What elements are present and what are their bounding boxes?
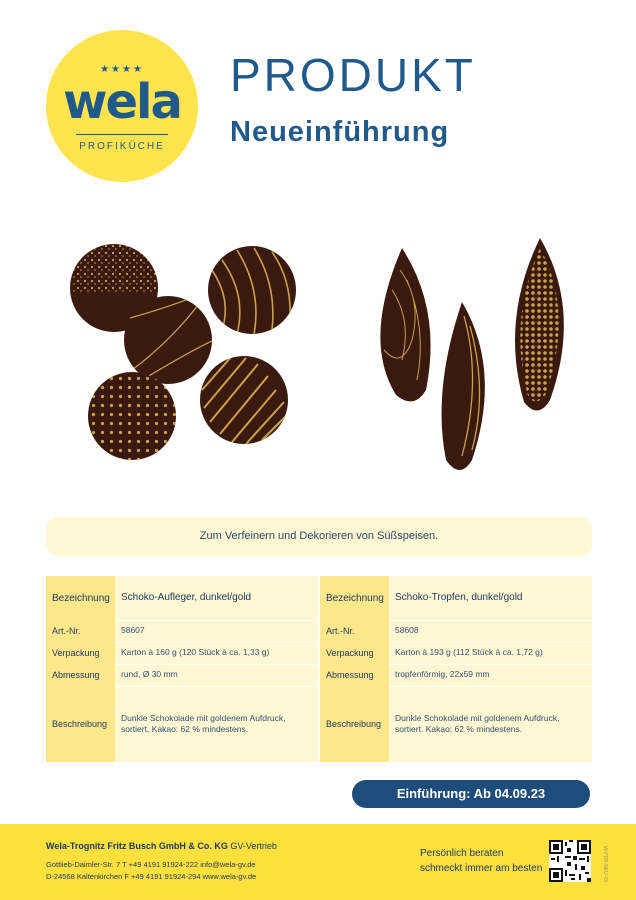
row-label: Bezeichnung <box>46 576 115 620</box>
company-division: GV-Vertrieb <box>230 841 277 851</box>
row-value: Dunkle Schokolade mit goldenem Aufdruck, sortiert. Kakao: 62 % mindestens. <box>395 712 560 734</box>
table-row <box>320 620 592 643</box>
table-row <box>46 686 318 762</box>
chocolate-disc-dots <box>88 372 176 460</box>
qr-code-icon <box>549 840 591 882</box>
footer <box>0 824 636 900</box>
chocolate-disc-curves <box>208 246 296 334</box>
document-code: W-PDB-NEU-09 <box>602 846 608 883</box>
chocolate-drop-pattern <box>380 248 430 401</box>
company-name <box>46 841 277 851</box>
row-value: 58608 <box>395 625 419 636</box>
row-label: Beschreibung <box>46 686 115 762</box>
slogan-line: schmeckt immer am besten <box>420 863 543 874</box>
row-value: rund, Ø 30 mm <box>121 669 178 680</box>
table-row <box>46 576 318 621</box>
chocolate-drop-lines <box>442 302 485 470</box>
introduction-date-badge: Einführung: Ab 04.09.23 <box>352 780 590 808</box>
logo-brand: wela <box>63 74 181 130</box>
page-subtitle: Neueinführung <box>230 116 450 148</box>
chocolate-drop-dots <box>515 238 564 411</box>
row-label: Art.-Nr. <box>320 620 389 642</box>
product-image <box>62 230 582 490</box>
row-value: Dunkle Schokolade mit goldenem Aufdruck, sortiert. Kakao: 62 % mindestens. <box>121 712 286 734</box>
page-title: PRODUKT <box>230 49 476 101</box>
table-row <box>320 686 592 762</box>
row-label: Art.-Nr. <box>46 620 115 642</box>
logo-subtitle: PROFIKÜCHE <box>79 141 165 152</box>
product-card-aufleger <box>46 576 318 762</box>
table-row <box>320 642 592 665</box>
address-line: Gottlieb-Daimler-Str. 7 T +49 4191 91924-222 info@wela-gv.de <box>46 860 256 869</box>
company-legal-name: Wela-Trognitz Fritz Busch GmbH & Co. KG <box>46 841 228 851</box>
row-value: Karton à 160 g (120 Stück à ca. 1,33 g) <box>121 647 270 658</box>
slogan-line: Persönlich beraten <box>420 848 504 859</box>
tagline: Zum Verfeinern und Dekorieren von Süßspeisen. <box>46 517 592 556</box>
row-label: Abmessung <box>46 664 115 686</box>
row-value: Schoko-Aufleger, dunkel/gold <box>121 592 252 604</box>
slogan <box>420 846 542 876</box>
row-label: Verpackung <box>46 642 115 664</box>
row-label: Verpackung <box>320 642 389 664</box>
table-row <box>320 576 592 621</box>
product-card-tropfen <box>320 576 592 762</box>
table-row <box>46 620 318 643</box>
table-row <box>46 664 318 687</box>
logo-divider <box>76 134 168 135</box>
row-value: Karton à 193 g (112 Stück à ca. 1,72 g) <box>395 647 543 658</box>
address-line: D-24568 Kaltenkirchen F +49 4191 91924-294 www.wela-gv.de <box>46 872 257 881</box>
chocolate-disc-stripes <box>200 356 288 444</box>
row-value: 58607 <box>121 625 145 636</box>
table-row <box>46 642 318 665</box>
row-label: Abmessung <box>320 664 389 686</box>
row-value: tropfenförmig, 22x59 mm <box>395 669 490 680</box>
logo-stars: ★★★★ <box>100 64 144 75</box>
table-row <box>320 664 592 687</box>
row-label: Bezeichnung <box>320 576 389 620</box>
row-value: Schoko-Tropfen, dunkel/gold <box>395 592 523 604</box>
wela-logo <box>46 30 198 182</box>
row-label: Beschreibung <box>320 686 389 762</box>
